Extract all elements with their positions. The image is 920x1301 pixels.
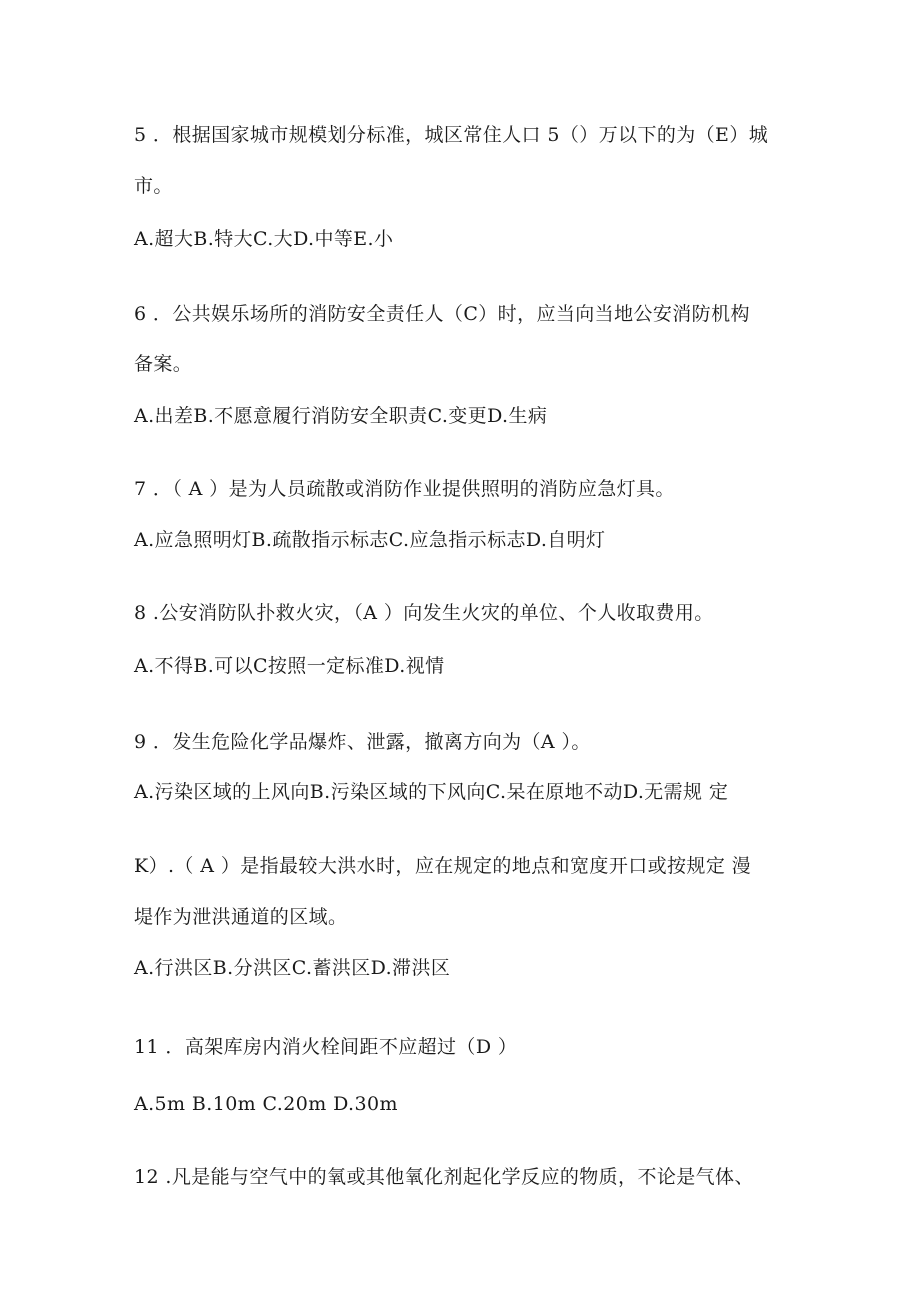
question-6-stem-line-2: 备案。 [134,353,193,375]
question-9-stem: 9 ．发生危险化学品爆炸、泄露，撤离方向为（A ）。 [134,731,591,753]
question-6-stem-line-1: 6 ．公共娱乐场所的消防安全责任人（C）时，应当向当地公安消防机构 [134,303,750,325]
question-7-options: A.应急照明灯B.疏散指示标志C.应急指示标志D.自明灯 [134,529,606,551]
question-6-options: A.出差B.不愿意履行消防安全职责C.变更D.生病 [134,405,548,427]
question-10-stem-line-2: 堤作为泄洪通道的区域。 [134,906,348,928]
question-5-options: A.超大B.特大C.大D.中等E.小 [134,228,394,250]
question-12-stem: 12 .凡是能与空气中的氧或其他氧化剂起化学反应的物质，不论是气体、 [134,1166,754,1188]
question-9-options: A.污染区域的上风向B.污染区域的下风向C.呆在原地不动D.无需规 定 [134,781,729,803]
question-8-options: A.不得B.可以C按照一定标准D.视情 [134,655,445,677]
question-10-options: A.行洪区B.分洪区C.蓄洪区D.滞洪区 [134,957,451,979]
question-11-options: A.5m B.10m C.20m D.30m [134,1093,398,1115]
question-5-stem-line-1: 5 ．根据国家城市规模划分标准，城区常住人口 5（）万以下的为（E）城 [134,124,769,146]
question-11-stem: 11 ．高架库房内消火栓间距不应超过（D ） [134,1036,518,1058]
question-5-stem-line-2: 市。 [134,175,173,197]
question-10-stem-line-1: K）.（ A ）是指最较大洪水时，应在规定的地点和宽度开口或按规定 漫 [134,855,752,877]
question-7-stem: 7 ．（ A ）是为人员疏散或消防作业提供照明的消防应急灯具。 [134,478,675,500]
question-8-stem: 8 .公安消防队扑救火灾，（A ）向发生火灾的单位、个人收取费用。 [134,602,714,624]
